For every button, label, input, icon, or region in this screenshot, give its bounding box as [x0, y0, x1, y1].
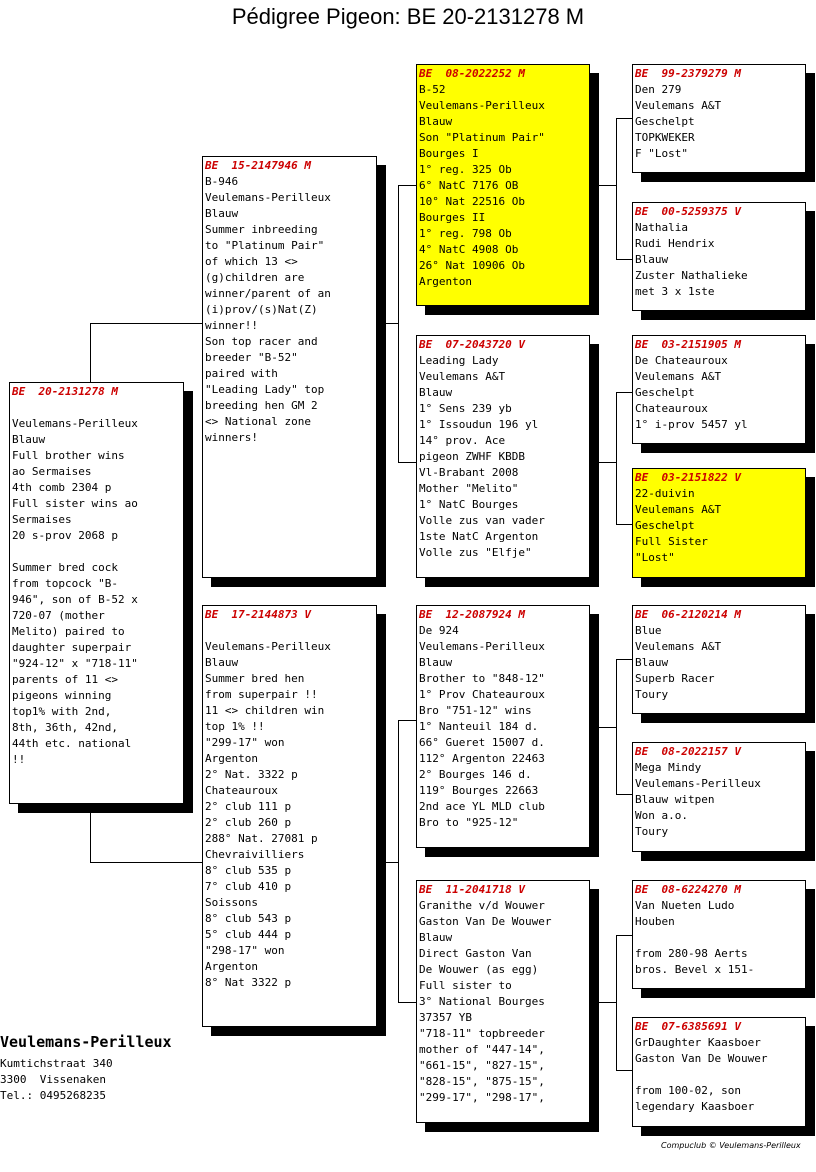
sire-card: [202, 156, 377, 578]
card-line: mother of "447-14",: [419, 1043, 545, 1056]
card-line: Blauw: [419, 115, 453, 128]
owner-phone: Tel.: 0495268235: [0, 1089, 106, 1102]
sss-card: [632, 64, 806, 173]
card-line: Toury: [635, 825, 669, 838]
connector-line: [616, 1070, 632, 1071]
card-line: Granithe v/d Wouwer: [419, 899, 545, 912]
card-line: to "Platinum Pair": [205, 239, 325, 252]
owner-city: 3300 Vissenaken: [0, 1073, 106, 1086]
card-line: Chateauroux: [205, 784, 278, 797]
card-line: Mother "Melito": [419, 482, 519, 495]
connector-line: [598, 1002, 616, 1003]
card-line: winner!!: [205, 319, 258, 332]
card-line: GrDaughter Kaasboer: [635, 1036, 761, 1049]
card-line: 2° Bourges 146 d.: [419, 768, 532, 781]
card-line: from 100-02, son: [635, 1084, 741, 1097]
card-line: Blauw: [419, 656, 453, 669]
card-line: [205, 623, 374, 639]
card-line: De Wouwer (as egg): [419, 963, 539, 976]
card-line: 5° club 444 p: [205, 928, 292, 941]
card-line: parents of 11 <>: [12, 673, 118, 686]
connector-line: [398, 185, 399, 463]
ring-number: BE 20-2131278 M: [12, 385, 118, 398]
card-line: Bro to "925-12": [419, 816, 519, 829]
card-line: Geschelpt: [635, 519, 695, 532]
card-line: Gaston Van De Wouwer: [419, 915, 552, 928]
owner-address: [0, 1034, 172, 1104]
connector-line: [616, 118, 617, 260]
connector-line: [376, 862, 398, 863]
card-line: 11 <> children win: [205, 704, 325, 717]
card-line: Veulemans A&T: [419, 370, 506, 383]
card-line: ao Sermaises: [12, 465, 92, 478]
card-line: Geschelpt: [635, 115, 695, 128]
connector-line: [616, 935, 617, 1071]
card-line: 119° Bourges 22663: [419, 784, 539, 797]
ring-number: BE 03-2151905 M: [635, 338, 741, 351]
connector-line: [616, 392, 617, 525]
card-line: from 280-98 Aerts: [635, 947, 748, 960]
card-line: 1° Sens 239 yb: [419, 402, 512, 415]
card-line: Blauw: [635, 656, 669, 669]
card-line: 4° NatC 4908 Ob: [419, 243, 519, 256]
connector-line: [376, 323, 398, 324]
ring-number: BE 99-2379279 M: [635, 67, 741, 80]
connector-line: [598, 462, 616, 463]
card-line: 1° reg. 798 Ob: [419, 227, 512, 240]
card-line: Veulemans-Perilleux: [205, 191, 331, 204]
card-line: Geschelpt: [635, 386, 695, 399]
card-line: Direct Gaston Van: [419, 947, 532, 960]
card-line: [12, 544, 181, 560]
card-line: "Lost": [635, 551, 675, 564]
card-line: 1° Issoudun 196 yl: [419, 418, 539, 431]
card-line: 288° Nat. 27081 p: [205, 832, 318, 845]
card-line: Blauw: [419, 386, 453, 399]
card-line: !!: [12, 753, 26, 766]
card-line: Vl-Brabant 2008: [419, 466, 519, 479]
card-line: Blauw: [205, 656, 239, 669]
card-line: Nathalia: [635, 221, 688, 234]
card-line: Son "Platinum Pair": [419, 131, 545, 144]
card-line: bros. Bevel x 151-: [635, 963, 755, 976]
card-line: 10° Nat 22516 Ob: [419, 195, 525, 208]
ring-number: BE 00-5259375 V: [635, 205, 741, 218]
card-line: TOPKWEKER: [635, 131, 695, 144]
ring-number: BE 17-2144873 V: [205, 608, 311, 621]
card-line: Superb Racer: [635, 672, 715, 685]
card-line: winners!: [205, 431, 258, 444]
dam-dam-card: [416, 880, 590, 1123]
card-line: Bourges I: [419, 147, 479, 160]
card-line: Rudi Hendrix: [635, 237, 715, 250]
card-line: daughter superpair: [12, 641, 132, 654]
card-line: Summer bred cock: [12, 561, 118, 574]
dam-card: [202, 605, 377, 1027]
card-line: pigeons winning: [12, 689, 112, 702]
card-line: Van Nueten Ludo: [635, 899, 735, 912]
card-line: Gaston Van De Wouwer: [635, 1052, 768, 1065]
card-line: Soissons: [205, 896, 258, 909]
card-line: 8° club 535 p: [205, 864, 292, 877]
card-line: Full Sister: [635, 535, 708, 548]
card-line: Veulemans-Perilleux: [12, 417, 138, 430]
card-line: Blauw: [12, 433, 46, 446]
card-line: pigeon ZWHF KBDB: [419, 450, 525, 463]
card-line: Blauw witpen: [635, 793, 715, 806]
card-line: Veulemans A&T: [635, 370, 722, 383]
card-line: Toury: [635, 688, 669, 701]
card-line: Son top racer and: [205, 335, 318, 348]
ssd-card: [632, 202, 806, 311]
card-line: [635, 930, 803, 946]
card-line: Zuster Nathalieke: [635, 269, 748, 282]
card-line: Bro "751-12" wins: [419, 704, 532, 717]
connector-line: [398, 185, 417, 186]
card-line: "298-17" won: [205, 944, 285, 957]
card-line: (g)children are: [205, 271, 305, 284]
card-line: Argenton: [205, 752, 258, 765]
card-line: Veulemans-Perilleux: [635, 777, 761, 790]
card-line: Den 279: [635, 83, 682, 96]
card-line: Houben: [635, 915, 675, 928]
card-line: F "Lost": [635, 147, 688, 160]
owner-name: Veulemans-Perilleux: [0, 1033, 172, 1051]
card-line: Full brother wins: [12, 449, 125, 462]
card-line: paired with: [205, 367, 278, 380]
card-line: Brother to "848-12": [419, 672, 545, 685]
ring-number: BE 08-2022252 M: [419, 67, 525, 80]
card-line: 1° NatC Bourges: [419, 498, 519, 511]
sire-dam-card: [416, 335, 590, 578]
connector-line: [598, 185, 616, 186]
card-line: Blue: [635, 624, 662, 637]
ring-number: BE 06-2120214 M: [635, 608, 741, 621]
card-line: breeding hen GM 2: [205, 399, 318, 412]
card-line: "Leading Lady" top: [205, 383, 325, 396]
ring-number: BE 07-6385691 V: [635, 1020, 741, 1033]
card-line: Chevraivilliers: [205, 848, 305, 861]
card-line: (i)prov/(s)Nat(Z): [205, 303, 318, 316]
card-line: breeder "B-52": [205, 351, 298, 364]
ddd-card: [632, 1017, 806, 1127]
connector-line: [616, 935, 632, 936]
card-line: 8° Nat 3322 p: [205, 976, 292, 989]
card-line: 1° Prov Chateauroux: [419, 688, 545, 701]
connector-line: [90, 803, 91, 863]
card-line: 8th, 36th, 42nd,: [12, 721, 118, 734]
card-line: 1ste NatC Argenton: [419, 530, 539, 543]
sds-card: [632, 335, 806, 444]
card-line: Summer bred hen: [205, 672, 305, 685]
connector-line: [398, 462, 417, 463]
card-line: 8° club 543 p: [205, 912, 292, 925]
dss-card: [632, 605, 806, 714]
card-line: "924-12" x "718-11": [12, 657, 138, 670]
connector-line: [598, 727, 616, 728]
card-line: 2° club 260 p: [205, 816, 292, 829]
card-line: 22-duivin: [635, 487, 695, 500]
footer-credit: Compuclub © Veulemans-Perilleux: [661, 1141, 801, 1150]
ring-number: BE 11-2041718 V: [419, 883, 525, 896]
card-line: Veulemans A&T: [635, 99, 722, 112]
card-line: Bourges II: [419, 211, 486, 224]
card-line: Argenton: [205, 960, 258, 973]
card-line: 112° Argenton 22463: [419, 752, 545, 765]
connector-line: [616, 524, 632, 525]
connector-line: [90, 862, 203, 863]
card-line: [12, 400, 181, 416]
card-line: Blauw: [419, 931, 453, 944]
card-line: 1° i-prov 5457 yl: [635, 418, 748, 431]
card-line: 2° club 111 p: [205, 800, 292, 813]
card-line: De Chateauroux: [635, 354, 728, 367]
ring-number: BE 03-2151822 V: [635, 471, 741, 484]
connector-line: [616, 259, 632, 260]
connector-line: [398, 1002, 417, 1003]
card-line: 66° Gueret 15007 d.: [419, 736, 545, 749]
card-line: top1% with 2nd,: [12, 705, 112, 718]
sdd-card: [632, 468, 806, 578]
card-line: Summer inbreeding: [205, 223, 318, 236]
connector-line: [398, 720, 417, 721]
connector-line: [398, 720, 399, 1003]
card-line: 7° club 410 p: [205, 880, 292, 893]
card-line: Won a.o.: [635, 809, 688, 822]
card-line: Chateauroux: [635, 402, 708, 415]
card-line: "661-15", "827-15",: [419, 1059, 545, 1072]
card-line: 3° National Bourges: [419, 995, 545, 1008]
card-line: 720-07 (mother: [12, 609, 105, 622]
card-line: 1° Nanteuil 184 d.: [419, 720, 539, 733]
page-title: Pédigree Pigeon: BE 20-2131278 M: [231, 4, 585, 29]
card-line: Veulemans A&T: [635, 640, 722, 653]
dsd-card: [632, 742, 806, 852]
card-line: Sermaises: [12, 513, 72, 526]
card-line: Argenton: [419, 275, 472, 288]
ring-number: BE 08-2022157 V: [635, 745, 741, 758]
ring-number: BE 12-2087924 M: [419, 608, 525, 621]
card-line: 2° Nat. 3322 p: [205, 768, 298, 781]
card-line: Veulemans-Perilleux: [419, 99, 545, 112]
connector-line: [90, 323, 91, 383]
card-line: "299-17", "298-17",: [419, 1091, 545, 1104]
card-line: Veulemans-Perilleux: [205, 640, 331, 653]
card-line: "718-11" topbreeder: [419, 1027, 545, 1040]
ring-number: BE 15-2147946 M: [205, 159, 311, 172]
card-line: 946", son of B-52 x: [12, 593, 138, 606]
card-line: 4th comb 2304 p: [12, 481, 112, 494]
owner-street: Kumtichstraat 340: [0, 1057, 113, 1070]
dds-card: [632, 880, 806, 989]
card-line: <> National zone: [205, 415, 311, 428]
card-line: Blauw: [205, 207, 239, 220]
dam-sire-card: [416, 605, 590, 848]
card-line: "299-17" won: [205, 736, 285, 749]
card-line: Leading Lady: [419, 354, 499, 367]
card-line: Full sister wins ao: [12, 497, 138, 510]
subject-pigeon-card: [9, 382, 184, 804]
card-line: B-946: [205, 175, 239, 188]
card-line: Full sister to: [419, 979, 512, 992]
ring-number: BE 07-2043720 V: [419, 338, 525, 351]
card-line: Mega Mindy: [635, 761, 702, 774]
card-line: met 3 x 1ste: [635, 285, 715, 298]
card-line: Melito) paired to: [12, 625, 125, 638]
connector-line: [90, 323, 203, 324]
card-line: [635, 1067, 803, 1083]
card-line: Volle zus "Elfje": [419, 546, 532, 559]
card-line: 14° prov. Ace: [419, 434, 506, 447]
connector-line: [616, 392, 632, 393]
card-line: 6° NatC 7176 OB: [419, 179, 519, 192]
card-line: of which 13 <>: [205, 255, 298, 268]
card-line: B-52: [419, 83, 446, 96]
card-line: from topcock "B-: [12, 577, 118, 590]
card-line: "828-15", "875-15",: [419, 1075, 545, 1088]
card-line: 1° reg. 325 Ob: [419, 163, 512, 176]
card-line: Volle zus van vader: [419, 514, 545, 527]
card-line: 44th etc. national: [12, 737, 132, 750]
card-line: winner/parent of an: [205, 287, 331, 300]
card-line: Blauw: [635, 253, 669, 266]
card-line: top 1% !!: [205, 720, 265, 733]
card-line: 26° Nat 10906 Ob: [419, 259, 525, 272]
card-line: Veulemans-Perilleux: [419, 640, 545, 653]
connector-line: [616, 659, 617, 795]
connector-line: [616, 659, 632, 660]
card-line: 20 s-prov 2068 p: [12, 529, 118, 542]
ring-number: BE 08-6224270 M: [635, 883, 741, 896]
card-line: from superpair !!: [205, 688, 318, 701]
sire-sire-card: [416, 64, 590, 306]
card-line: legendary Kaasboer: [635, 1100, 755, 1113]
card-line: De 924: [419, 624, 459, 637]
card-line: 37357 YB: [419, 1011, 472, 1024]
connector-line: [616, 794, 632, 795]
card-line: 2nd ace YL MLD club: [419, 800, 545, 813]
connector-line: [616, 118, 632, 119]
card-line: Veulemans A&T: [635, 503, 722, 516]
